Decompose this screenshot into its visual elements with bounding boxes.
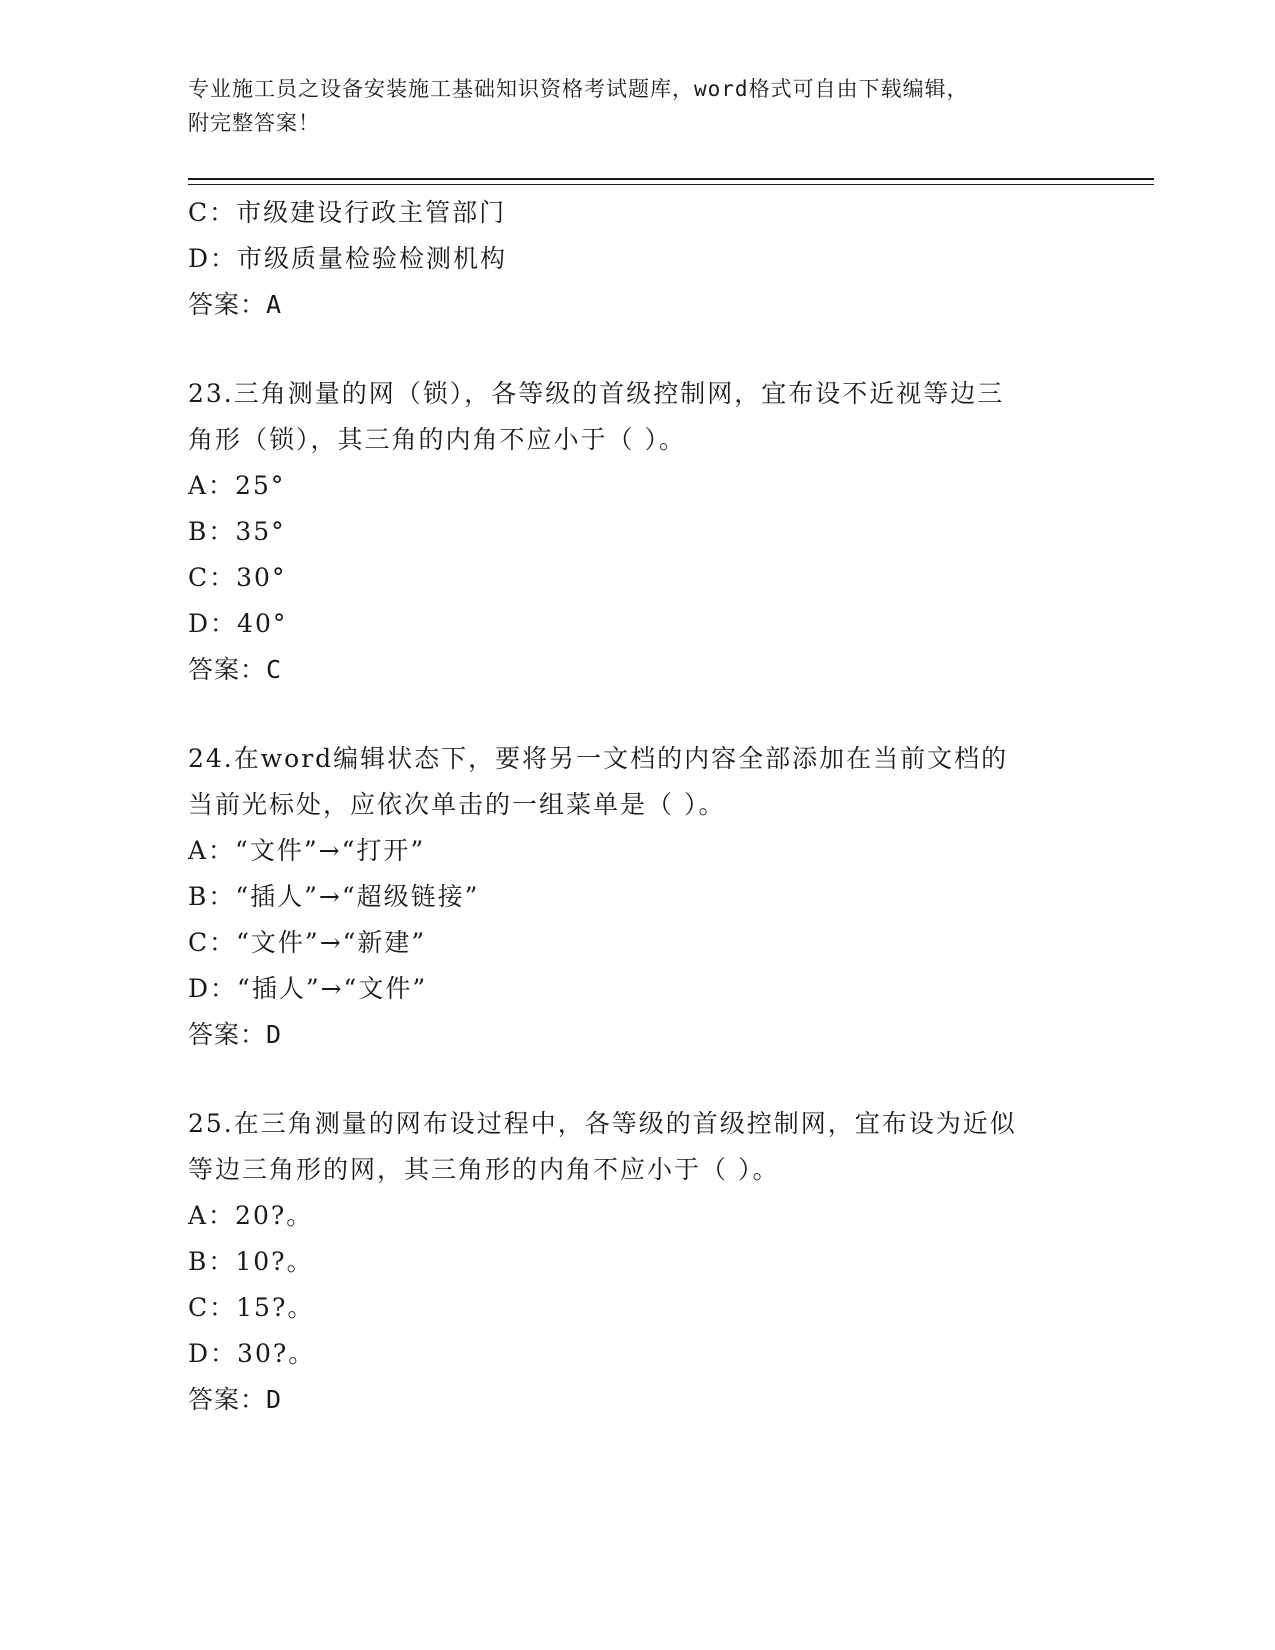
question-25-block xyxy=(188,1101,1088,1423)
answer-line: 答案：D xyxy=(188,1020,283,1049)
question-stem-line-2: 等边三角形的网，其三角形的内角不应小于（ ）。 xyxy=(188,1155,780,1184)
option-c: C：市级建设行政主管部门 xyxy=(188,198,507,227)
document-header xyxy=(188,72,1088,140)
option-a: A：“文件”→“打开” xyxy=(188,836,426,865)
option-d: D：30?。 xyxy=(188,1339,316,1368)
question-stem-line-1: 23.三角测量的网（锁），各等级的首级控制网，宜布设不近视等边三 xyxy=(188,379,1005,408)
answer-line: 答案：A xyxy=(188,290,283,319)
option-d: D：市级质量检验检测机构 xyxy=(188,244,508,273)
question-stem-line-2: 当前光标处，应依次单击的一组菜单是（ ）。 xyxy=(188,790,726,819)
option-c: C：15?。 xyxy=(188,1293,315,1322)
answer-line: 答案：C xyxy=(188,655,283,684)
option-b: B：10?。 xyxy=(188,1247,314,1276)
question-24-block xyxy=(188,736,1088,1058)
question-22-block xyxy=(188,190,1088,328)
question-stem-line-1: 25.在三角测量的网布设过程中，各等级的首级控制网，宜布设为近似 xyxy=(188,1109,1017,1138)
option-a: A：20?。 xyxy=(188,1201,314,1230)
spacer xyxy=(188,1058,1088,1101)
option-c: C：“文件”→“新建” xyxy=(188,928,427,957)
option-a: A：25° xyxy=(188,471,286,500)
option-d: D：40° xyxy=(188,609,288,638)
question-content xyxy=(188,190,1088,1423)
question-stem-line-2: 角形（锁），其三角的内角不应小于（ ）。 xyxy=(188,425,686,454)
option-d: D：“插人”→“文件” xyxy=(188,974,428,1003)
option-c: C：30° xyxy=(188,563,287,592)
spacer xyxy=(188,693,1088,736)
header-line-1: 专业施工员之设备安装施工基础知识资格考试题库，word格式可自由下载编辑， xyxy=(188,77,969,101)
option-b: B：35° xyxy=(188,517,286,546)
header-divider-thick xyxy=(188,178,1154,180)
spacer xyxy=(188,328,1088,371)
answer-line: 答案：D xyxy=(188,1385,283,1414)
option-b: B：“插人”→“超级链接” xyxy=(188,882,480,911)
question-stem-line-1: 24.在word编辑状态下，要将另一文档的内容全部添加在当前文档的 xyxy=(188,744,1009,773)
header-divider-thin xyxy=(188,184,1154,185)
question-23-block xyxy=(188,371,1088,693)
header-line-2: 附完整答案！ xyxy=(188,111,320,135)
